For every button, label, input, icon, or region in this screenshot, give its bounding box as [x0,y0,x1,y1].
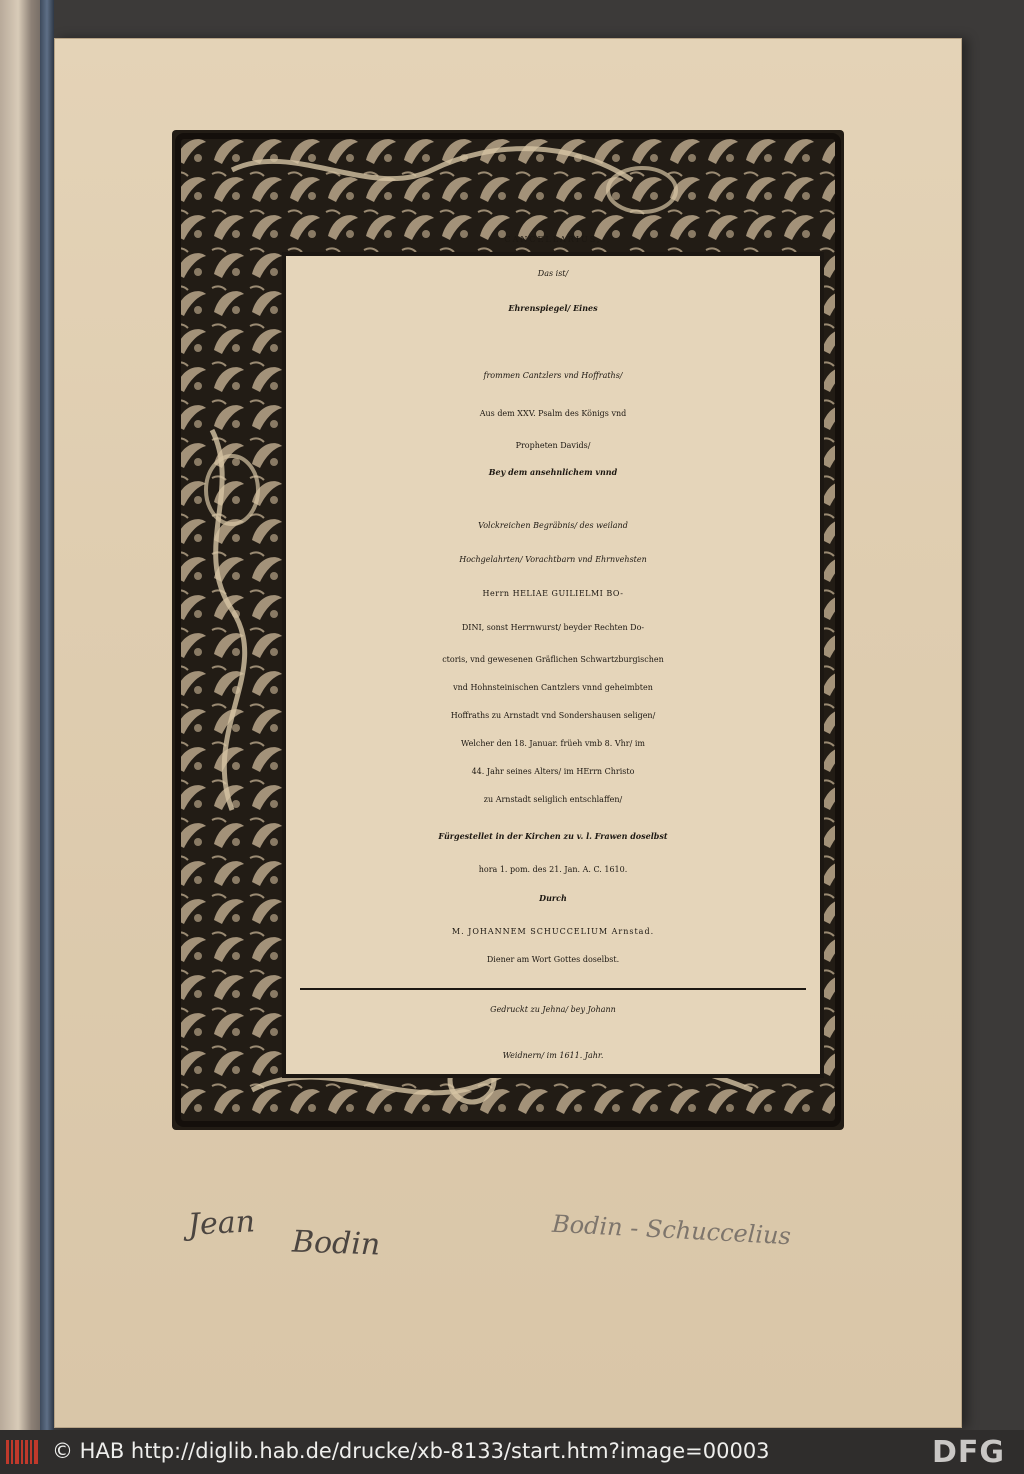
body-line: Volckreichen Begräbnis/ des weiland [478,521,628,530]
title-text-panel [282,235,824,1078]
handwritten-note: Jean [187,1204,256,1243]
author-role: Diener am Wort Gottes doselbst. [486,955,620,964]
imprint-year: Weidnern/ im 1611. Jahr. [502,1051,604,1060]
body-line: zu Arnstadt seliglich entschlaffen/ [483,795,623,804]
footer-bar [0,1430,1024,1474]
pencil-note: Bodin - Schuccelius [551,1209,792,1251]
hab-barcode-logo-icon[interactable] [6,1438,40,1466]
source-url[interactable]: © HAB http://diglib.hab.de/drucke/xb-8133/start.htm?image=00003 [52,1439,770,1463]
psalm-line-2: Propheten Davids/ [515,441,591,450]
author-name: M. JOHANNEM SCHUCCELIUM Arnstad. [451,927,655,936]
body-line: Welcher den 18. Januar. früeh vmb 8. Vhr/ im [461,739,645,748]
psalm-line: Aus dem XXV. Psalm des Königs vnd [479,409,627,418]
divider-rule [300,988,806,990]
subtitle-line: frommen Cantzlers vnd Hoffraths/ [483,371,623,380]
title-das-ist: Das ist/ [537,269,569,278]
title-page [54,38,962,1428]
blue-binding-edge [40,0,54,1430]
presented-line: Fürgestellet in der Kirchen zu v. l. Frawen doselbst [438,831,668,841]
occasion-heading: Bey dem ansehnlichem vnnd [488,467,618,477]
by-heading: Durch [539,893,567,903]
body-line: Hoffraths zu Arnstadt vnd Sondershausen seligen/ [450,711,656,720]
imprint-line: Gedruckt zu Jehna/ bey Johann [490,1005,616,1014]
handwritten-note: Bodin [291,1224,381,1263]
body-line: 44. Jahr seines Alters/ im HErrn Christo [471,767,635,776]
date-line: hora 1. pom. des 21. Jan. A. C. 1610. [478,865,628,874]
body-line: vnd Hohnsteinischen Cantzlers vnnd geheimbten [453,683,653,692]
dfg-logo[interactable]: DFG [932,1435,1006,1470]
body-line: Hochgelahrten/ Vorachtbarn vnd Ehrnvehsten [459,555,647,564]
title-cancellarius: CANCELLARIUS, [504,235,602,244]
title-ehrenspiegel: Ehrenspiegel/ Eines [508,303,598,313]
body-line: ctoris, vnd gewesenen Gräflichen Schwartzburgischen [442,655,664,664]
body-line: DINI, sonst Herrnwurst/ beyder Rechten Do- [461,623,645,632]
body-line: Herrn HELIAE GUILIELMI BO- [482,589,624,598]
